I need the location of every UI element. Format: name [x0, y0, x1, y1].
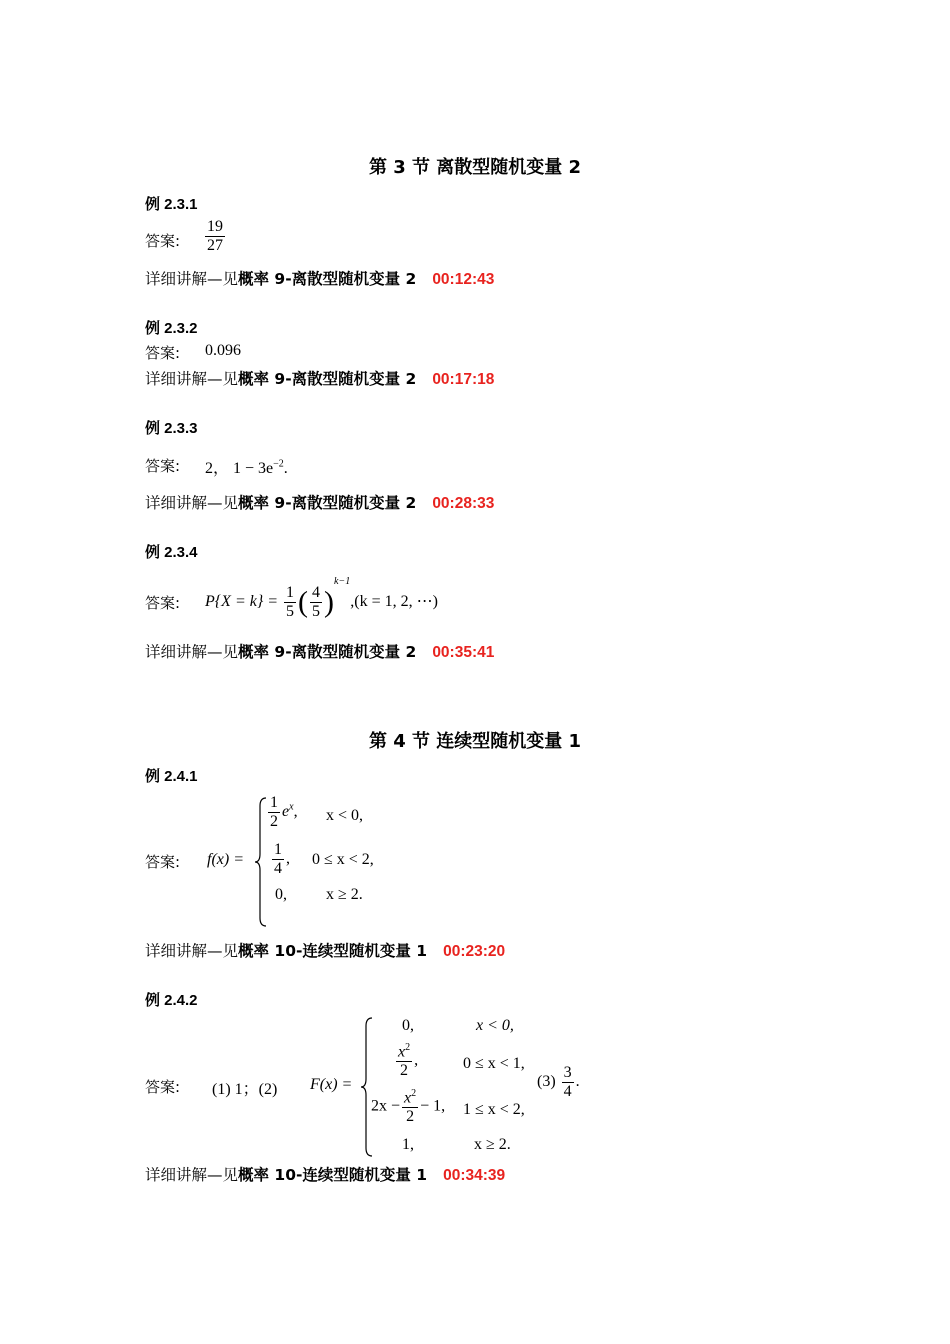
case-condition: 0 ≤ x < 1, — [463, 1055, 525, 1072]
example-label: 例 2.4.2 — [145, 992, 198, 1009]
fraction-numerator: x — [398, 1043, 406, 1061]
answer-lhs: F(x) = — [310, 1076, 353, 1093]
case-value: 0, — [402, 1017, 414, 1034]
fraction-denominator: 2 — [406, 1107, 415, 1125]
fraction-numerator: 1 — [286, 584, 295, 602]
case-condition: x < 0, — [326, 807, 364, 824]
detail-prefix: 详细讲解—见 — [145, 494, 239, 512]
detail-line — [145, 491, 494, 513]
answer-fraction — [203, 218, 227, 254]
example-label: 例 2.3.4 — [145, 544, 198, 561]
answer-exponent: k−1 — [334, 576, 351, 587]
left-brace — [360, 1016, 374, 1158]
case-expr: − 1, — [420, 1097, 446, 1115]
case-expr: 2x − — [371, 1097, 401, 1115]
answer-part: P{X = k} = — [205, 593, 279, 610]
fraction-numerator: 1 — [270, 794, 278, 811]
case-row: $\frac{x^2}{2}$ , — [398, 1042, 419, 1079]
fraction-denominator: 4 — [274, 859, 282, 877]
answer-part: 2， — [205, 460, 230, 477]
timestamp: 00:28:33 — [432, 495, 495, 512]
example-label: 例 2.4.1 — [145, 768, 198, 785]
detail-prefix: 详细讲解—见 — [145, 1166, 239, 1184]
detail-prefix: 详细讲解—见 — [145, 942, 239, 960]
fraction-denominator: 2 — [270, 812, 278, 830]
detail-line — [145, 267, 494, 289]
example-label: 例 2.3.2 — [145, 320, 198, 337]
case-condition: x ≥ 2. — [474, 1136, 511, 1153]
timestamp: 00:17:18 — [432, 371, 495, 388]
fraction-numerator: 4 — [312, 584, 321, 602]
detail-ref: 概率 9-离散型随机变量 2 — [238, 270, 417, 288]
detail-ref: 概率 9-离散型随机变量 2 — [238, 370, 417, 388]
fraction-numerator: 19 — [207, 218, 223, 235]
answer-expression — [205, 455, 288, 478]
fraction-denominator: 2 — [400, 1061, 409, 1079]
answer-exponent: −2 — [273, 458, 284, 470]
fraction-denominator: 27 — [207, 236, 223, 254]
answer-part: . — [283, 460, 288, 477]
timestamp: 00:34:39 — [443, 1167, 506, 1184]
case-row — [371, 1088, 445, 1126]
answer-value: 0.096 — [205, 342, 241, 359]
timestamp: 00:35:41 — [432, 644, 495, 661]
case-value: 1, — [402, 1136, 414, 1153]
case-exponent: x — [289, 801, 294, 813]
answer-label: 答案: — [145, 457, 181, 475]
answer-label: 答案: — [145, 853, 181, 871]
case-exponent: 2 — [405, 1042, 411, 1053]
section-3-title: 第 3 节 离散型随机变量 2 — [368, 157, 582, 178]
case-condition: 0 ≤ x < 2, — [312, 851, 374, 868]
case-exponent: 2 — [411, 1088, 417, 1099]
answer-part-3 — [537, 1064, 580, 1100]
detail-ref: 概率 9-离散型随机变量 2 — [238, 494, 417, 512]
detail-ref: 概率 10-连续型随机变量 1 — [238, 1166, 428, 1184]
answer-label: 答案: — [145, 594, 181, 612]
case-value: 0, — [275, 886, 287, 903]
answer-label: 答案: — [145, 344, 181, 362]
answer-part: ,(k = 1, 2, ⋯) — [350, 593, 438, 610]
case-condition: x < 0, — [476, 1017, 514, 1034]
answer-part: (3) — [537, 1072, 556, 1090]
answer-part-1-2: (1) 1；(2) — [212, 1081, 278, 1098]
fraction-numerator: x — [404, 1089, 412, 1107]
section-4-title: 第 4 节 连续型随机变量 1 — [368, 731, 582, 752]
answer-lhs: f(x) = — [207, 851, 244, 868]
detail-ref: 概率 9-离散型随机变量 2 — [238, 643, 417, 661]
detail-prefix: 详细讲解—见 — [145, 270, 239, 288]
fraction-denominator: 5 — [312, 602, 321, 620]
timestamp: 00:12:43 — [432, 271, 495, 288]
fraction-numerator: 1 — [274, 841, 282, 858]
detail-line — [145, 1163, 505, 1185]
fraction-denominator: 4 — [563, 1082, 572, 1100]
detail-prefix: 详细讲解—见 — [145, 643, 239, 661]
case-expr: e — [282, 802, 290, 820]
case-row: $\frac{1}{2}$ $e^x$, — [270, 794, 298, 830]
answer-part: . — [575, 1072, 580, 1090]
answer-label: 答案: — [145, 232, 181, 250]
fraction-denominator: 5 — [286, 602, 295, 620]
detail-ref: 概率 10-连续型随机变量 1 — [238, 942, 428, 960]
case-row: $\frac{1}{4}$ , — [274, 841, 290, 877]
detail-line — [145, 367, 494, 389]
fraction-numerator: 3 — [563, 1064, 572, 1081]
detail-line — [145, 640, 494, 662]
answer-part: 1 − 3e — [233, 460, 274, 477]
case-condition: x ≥ 2. — [326, 886, 363, 903]
example-label: 例 2.3.1 — [145, 196, 198, 213]
detail-line — [145, 939, 505, 961]
example-label: 例 2.3.3 — [145, 420, 198, 437]
timestamp: 00:23:20 — [443, 943, 506, 960]
answer-label: 答案: — [145, 1078, 181, 1096]
detail-prefix: 详细讲解—见 — [145, 370, 239, 388]
answer-expression: P{X = k} = $\frac{1}{5}$ ( $\frac{4}{5}$ )$^{k-1}$,(k = 1, 2, ⋯) — [205, 576, 438, 620]
case-condition: 1 ≤ x < 2, — [463, 1101, 525, 1118]
